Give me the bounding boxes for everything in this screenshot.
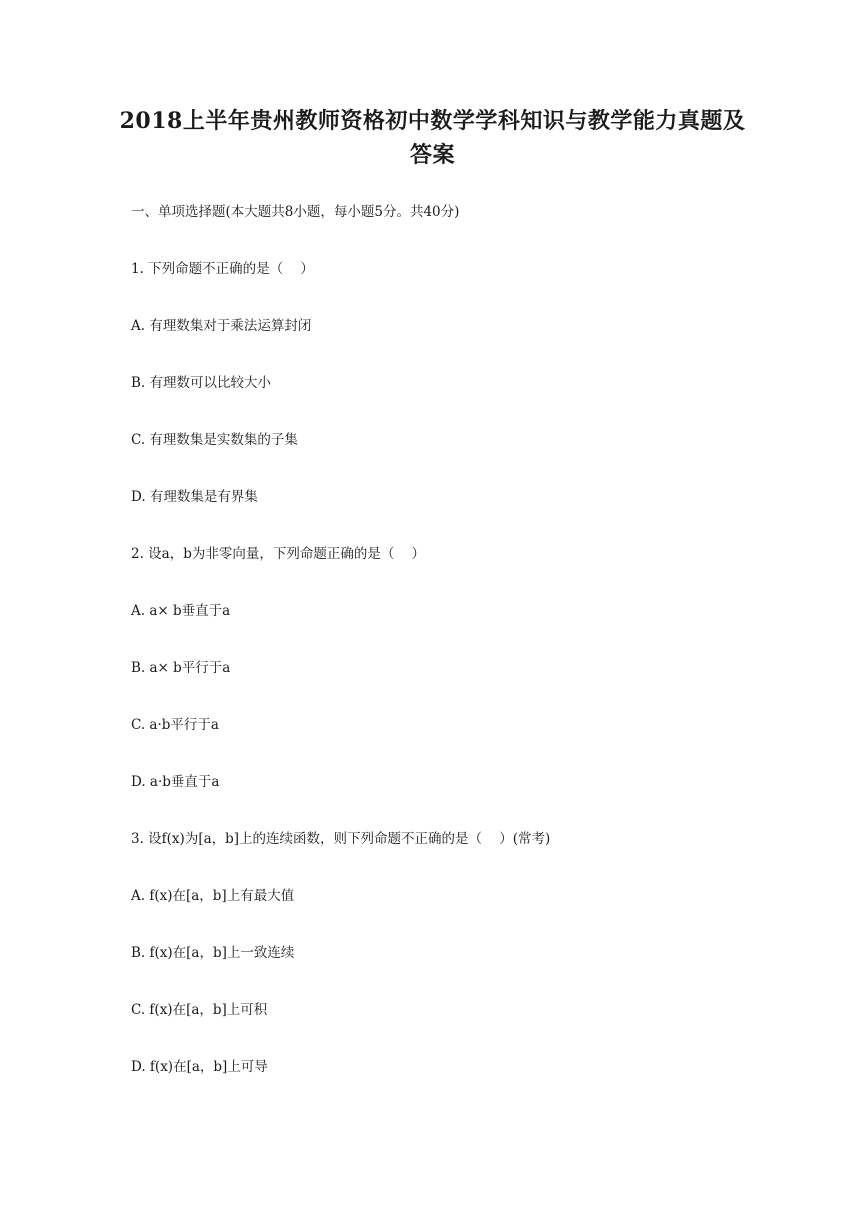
question-1-option-a: A. 有理数集对于乘法运算封闭 [131,318,312,334]
question-3-option-a: A. f(x)在[a，b]上有最大值 [131,888,295,904]
question-2-stem: 2. 设a，b为非零向量，下列命题正确的是（ ） [131,546,426,562]
question-2-option-c: C. a·b平行于a [131,717,219,733]
question-3-option-c: C. f(x)在[a，b]上可积 [131,1002,268,1018]
section-heading: 一、单项选择题(本大题共8小题，每小题5分。共40分) [131,204,460,220]
question-2-option-a: A. a× b垂直于a [131,603,231,619]
question-2-option-b: B. a× b平行于a [131,660,231,676]
question-1-option-d: D. 有理数集是有界集 [131,489,258,505]
document-title: 2018上半年贵州教师资格初中数学学科知识与教学能力真题及答案 [119,108,746,168]
question-1-option-c: C. 有理数集是实数集的子集 [131,432,298,448]
question-1-stem: 1. 下列命题不正确的是（ ） [131,261,314,277]
question-3-option-d: D. f(x)在[a，b]上可导 [131,1059,268,1075]
question-3-option-b: B. f(x)在[a，b]上一致连续 [131,945,295,961]
question-1-option-b: B. 有理数可以比较大小 [131,375,272,391]
question-3-stem: 3. 设f(x)为[a，b]上的连续函数，则下列命题不正确的是（ ）(常考) [131,831,551,847]
question-2-option-d: D. a·b垂直于a [131,774,220,790]
